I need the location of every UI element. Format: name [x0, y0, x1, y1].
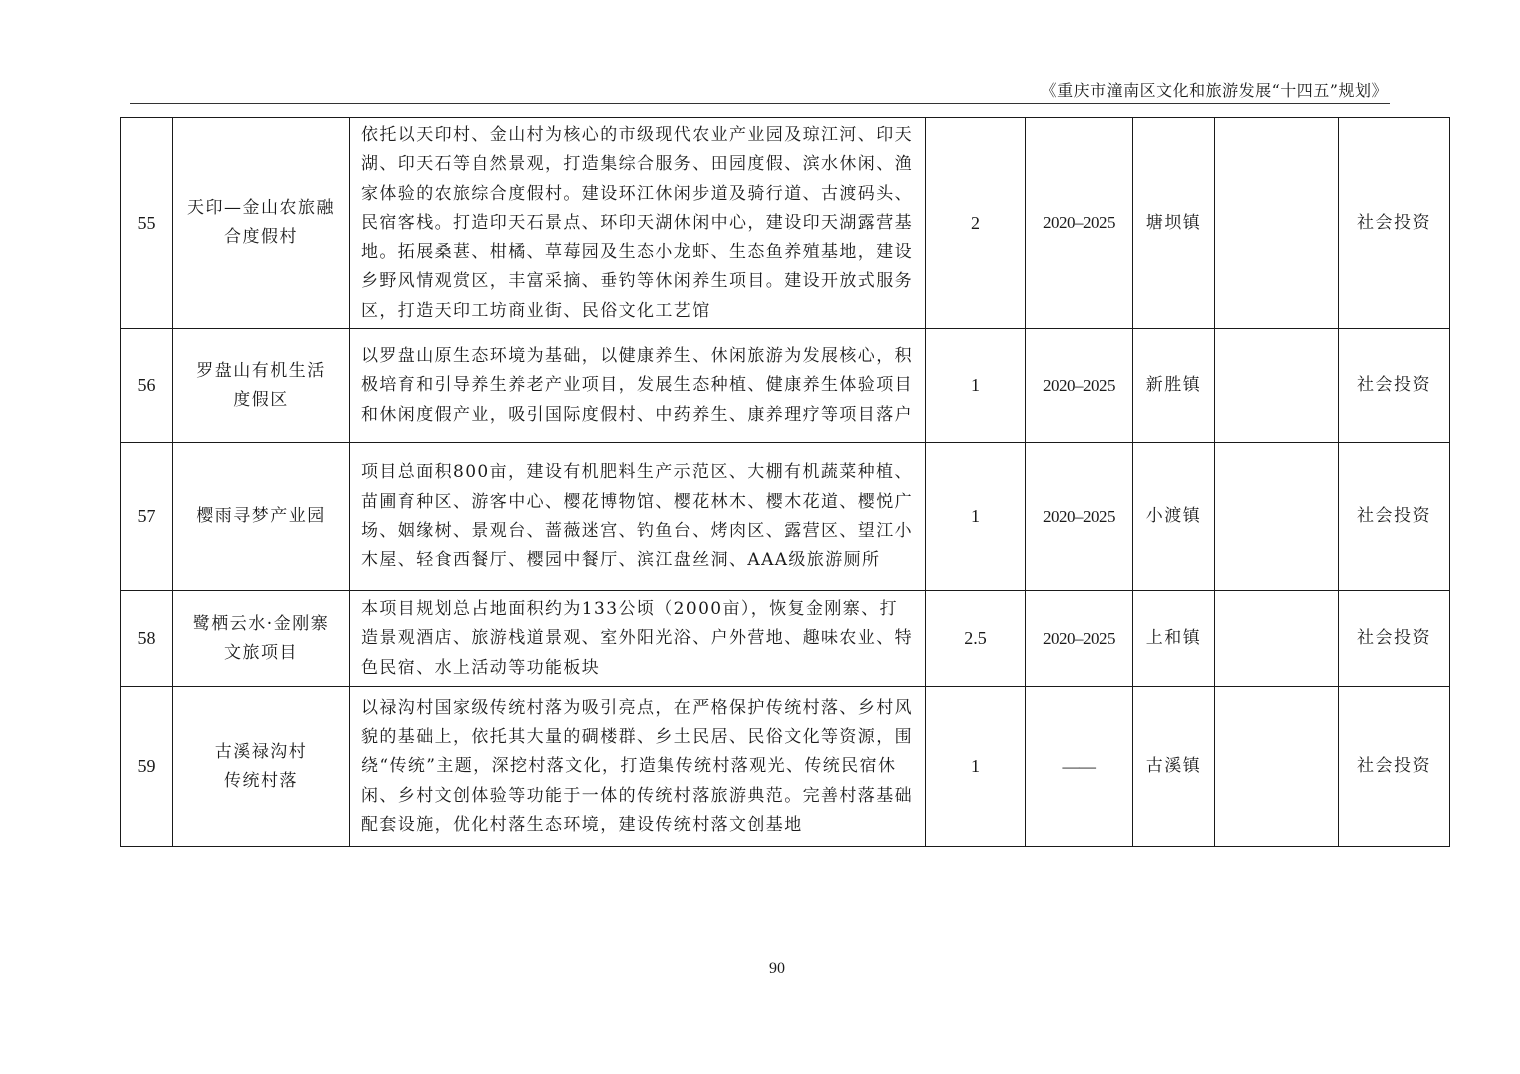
- project-blank-cell: [1215, 443, 1339, 591]
- project-blank-cell: [1215, 118, 1339, 329]
- project-investment: 2: [926, 118, 1026, 329]
- project-period: ——: [1026, 687, 1133, 847]
- project-name-line: 文旅项目: [224, 642, 298, 663]
- project-name: [173, 687, 350, 847]
- project-name-line: 罗盘山有机生活: [196, 360, 326, 381]
- project-number: 56: [121, 329, 173, 443]
- project-description: 本项目规划总占地面积约为133公顷（2000亩），恢复金刚寨、打造景观酒店、旅游栈道景观、室外阳光浴、户外营地、趣味农业、特色民宿、水上活动等功能板块: [350, 591, 926, 687]
- project-table: [120, 117, 1450, 847]
- page-number: 90: [769, 960, 785, 977]
- project-blank-cell: [1215, 591, 1339, 687]
- project-name-line: 鹭栖云水·金刚寨: [192, 613, 330, 634]
- project-number: 59: [121, 687, 173, 847]
- project-period: 2020–2025: [1026, 118, 1133, 329]
- project-number: 57: [121, 443, 173, 591]
- project-name-line: 度假区: [233, 389, 289, 410]
- project-period: 2020–2025: [1026, 443, 1133, 591]
- project-description: 以禄沟村国家级传统村落为吸引亮点，在严格保护传统村落、乡村风貌的基础上，依托其大量的碉楼群、乡土民居、民俗文化等资源，围绕“传统”主题，深挖村落文化，打造集传统村落观光、传统民宿休闲、乡村文创体验等功能于一体的传统村落旅游典范。完善村落基础配套设施，优化村落生态环境，建设传统村落文创基地: [350, 687, 926, 847]
- project-name-line: 传统村落: [224, 770, 298, 791]
- project-period: 2020–2025: [1026, 591, 1133, 687]
- table-row: [121, 118, 1450, 329]
- project-description: 以罗盘山原生态环境为基础，以健康养生、休闲旅游为发展核心，积极培育和引导养生养老产业项目，发展生态种植、健康养生体验项目和休闲度假产业，吸引国际度假村、中药养生、康养理疗等项目落户: [350, 329, 926, 443]
- table-row: [121, 329, 1450, 443]
- project-blank-cell: [1215, 687, 1339, 847]
- project-name-line: 天印—金山农旅融: [187, 198, 335, 219]
- table-row: [121, 591, 1450, 687]
- project-description: 项目总面积800亩，建设有机肥料生产示范区、大棚有机蔬菜种植、苗圃育种区、游客中心、樱花博物馆、樱花林木、樱木花道、樱悦广场、姻缘树、景观台、蔷薇迷宫、钓鱼台、烤肉区、露营区、望江小木屋、轻食西餐厅、樱园中餐厅、滨江盘丝洞、AAA级旅游厕所: [350, 443, 926, 591]
- project-period: 2020–2025: [1026, 329, 1133, 443]
- project-investment: 1: [926, 329, 1026, 443]
- project-name: [173, 443, 350, 591]
- project-funding: 社会投资: [1339, 687, 1450, 847]
- table-row: [121, 443, 1450, 591]
- project-investment: 1: [926, 687, 1026, 847]
- project-name: [173, 591, 350, 687]
- project-funding: 社会投资: [1339, 329, 1450, 443]
- project-name: [173, 329, 350, 443]
- project-location: 塘坝镇: [1133, 118, 1215, 329]
- project-name: [173, 118, 350, 329]
- project-number: 55: [121, 118, 173, 329]
- project-funding: 社会投资: [1339, 591, 1450, 687]
- project-name-line: 古溪禄沟村: [214, 741, 308, 762]
- project-investment: 1: [926, 443, 1026, 591]
- table-row: [121, 687, 1450, 847]
- header-rule: [130, 103, 1390, 104]
- project-blank-cell: [1215, 329, 1339, 443]
- project-location: 新胜镇: [1133, 329, 1215, 443]
- project-investment: 2.5: [926, 591, 1026, 687]
- project-funding: 社会投资: [1339, 443, 1450, 591]
- project-location: 小渡镇: [1133, 443, 1215, 591]
- project-name-line: 樱雨寻梦产业园: [196, 506, 326, 527]
- project-number: 58: [121, 591, 173, 687]
- project-location: 上和镇: [1133, 591, 1215, 687]
- running-header-title: 《重庆市潼南区文化和旅游发展“十四五”规划》: [1040, 81, 1388, 100]
- project-funding: 社会投资: [1339, 118, 1450, 329]
- project-description: 依托以天印村、金山村为核心的市级现代农业产业园及琼江河、印天湖、印天石等自然景观，打造集综合服务、田园度假、滨水休闲、渔家体验的农旅综合度假村。建设环江休闲步道及骑行道、古渡码头、民宿客栈。打造印天石景点、环印天湖休闲中心，建设印天湖露营基地。拓展桑葚、柑橘、草莓园及生态小龙虾、生态鱼养殖基地，建设乡野风情观赏区，丰富采摘、垂钓等休闲养生项目。建设开放式服务区，打造天印工坊商业街、民俗文化工艺馆: [350, 118, 926, 329]
- project-name-line: 合度假村: [224, 227, 298, 248]
- project-location: 古溪镇: [1133, 687, 1215, 847]
